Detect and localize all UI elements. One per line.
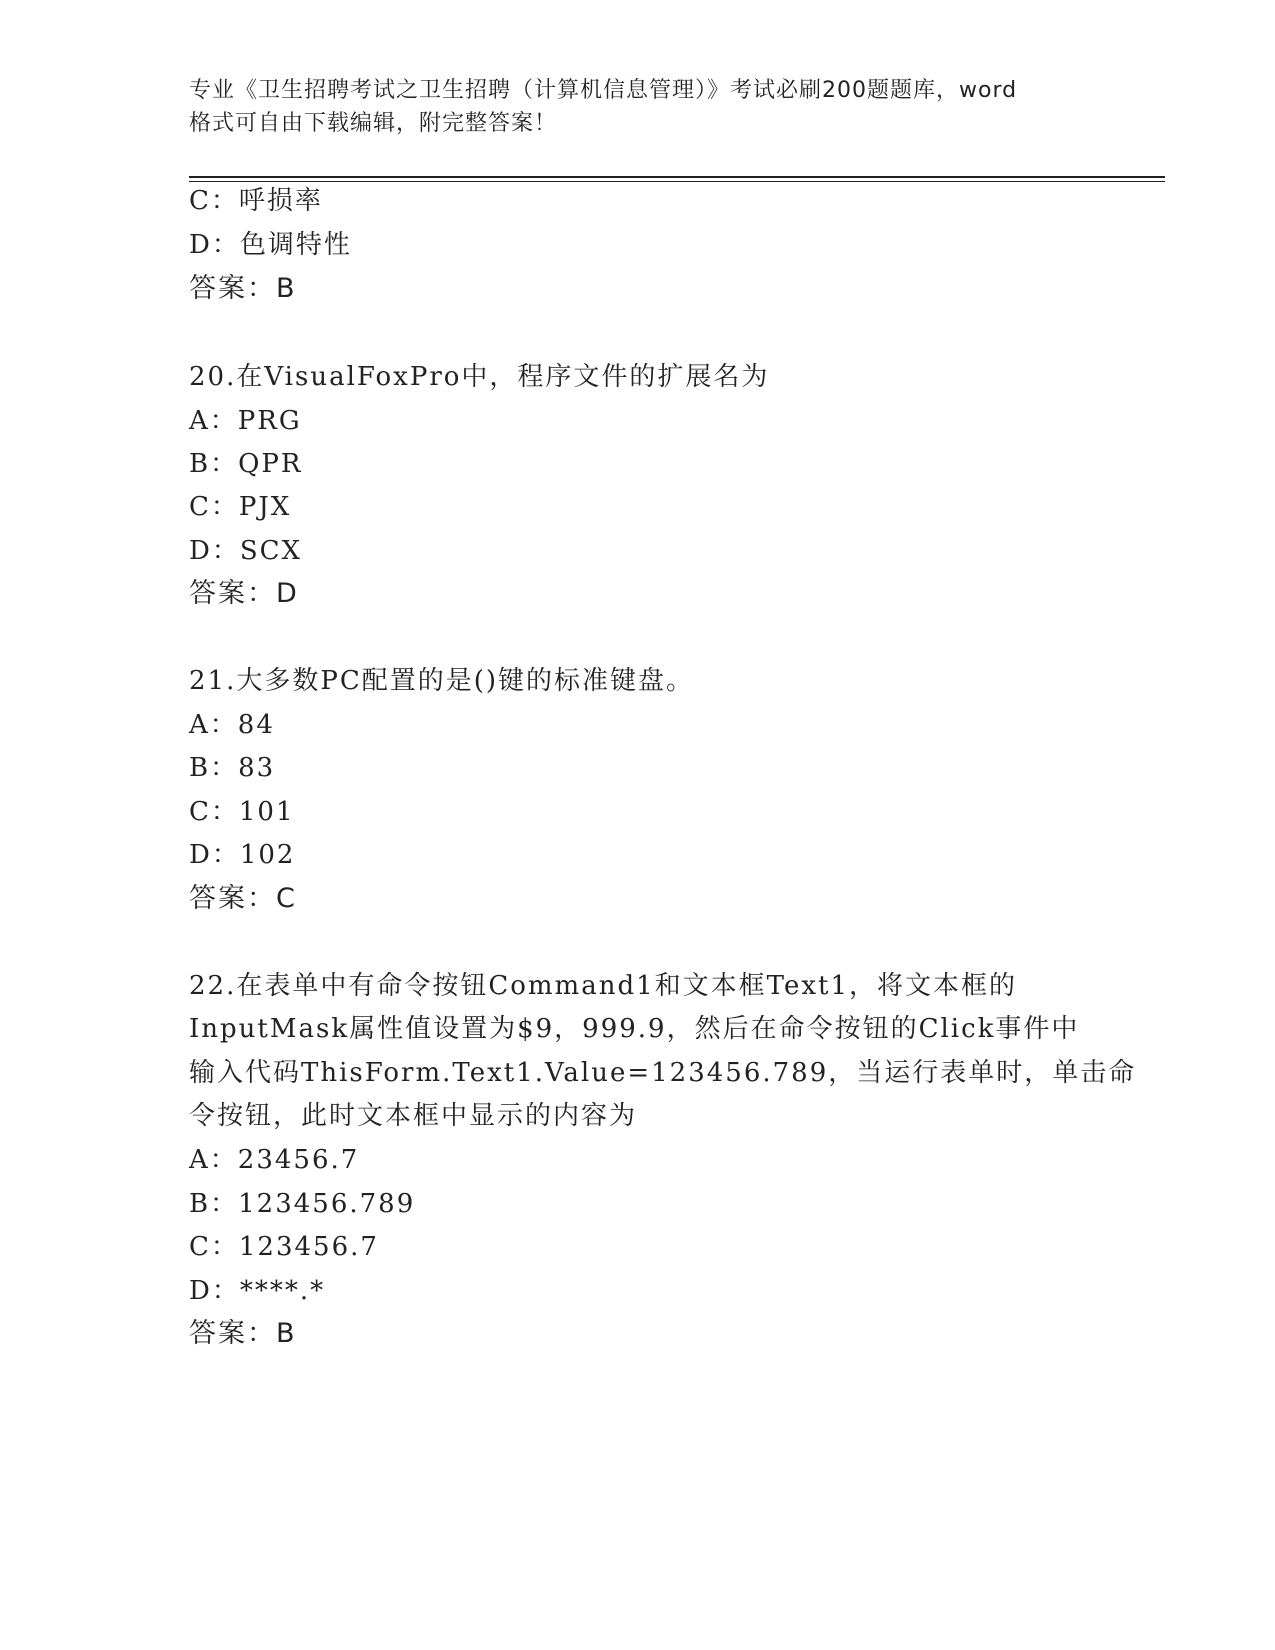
question-21-option-b: B：83 (189, 753, 276, 783)
question-21-option-a: A：84 (189, 710, 275, 740)
question-22-option-b: B：123456.789 (189, 1189, 416, 1219)
question-21-option-d: D：102 (189, 840, 296, 870)
header-divider-thin (189, 181, 1165, 182)
prev-option-c: C：呼损率 (189, 186, 323, 216)
document-header (189, 74, 1089, 140)
question-22-option-d: D：****.* (189, 1276, 326, 1306)
question-22-stem-line-4: 令按钮，此时文本框中显示的内容为 (189, 1101, 638, 1131)
question-20-option-d: D：SCX (189, 536, 303, 566)
header-line-2: 格式可自由下载编辑，附完整答案！ (189, 111, 558, 136)
question-22-option-a: A：23456.7 (189, 1145, 360, 1175)
question-22-option-c: C：123456.7 (189, 1232, 379, 1262)
question-22-stem-line-3: 输入代码ThisForm.Text1.Value=123456.789，当运行表单时，单击命 (189, 1058, 1137, 1088)
question-22-answer: 答案：B (189, 1318, 297, 1349)
question-20-stem: 20.在VisualFoxPro中，程序文件的扩展名为 (189, 362, 770, 392)
question-20-option-b: B：QPR (189, 449, 303, 479)
prev-option-d: D：色调特性 (189, 230, 352, 260)
question-20-option-c: C：PJX (189, 492, 292, 522)
prev-answer: 答案：B (189, 273, 297, 304)
question-21-option-c: C：101 (189, 797, 295, 827)
header-line-1: 专业《卫生招聘考试之卫生招聘（计算机信息管理）》考试必刷200题题库，word (189, 78, 1018, 103)
question-20-answer: 答案：D (189, 578, 299, 609)
question-21-answer: 答案：C (189, 883, 297, 914)
question-21-stem: 21.大多数PC配置的是()键的标准键盘。 (189, 666, 695, 696)
header-divider-thick (189, 176, 1165, 178)
question-20-option-a: A：PRG (189, 406, 302, 436)
question-22-stem-line-1: 22.在表单中有命令按钮Command1和文本框Text1，将文本框的 (189, 971, 1017, 1001)
question-22-stem-line-2: InputMask属性值设置为$9，999.9，然后在命令按钮的Click事件中 (189, 1014, 1080, 1044)
